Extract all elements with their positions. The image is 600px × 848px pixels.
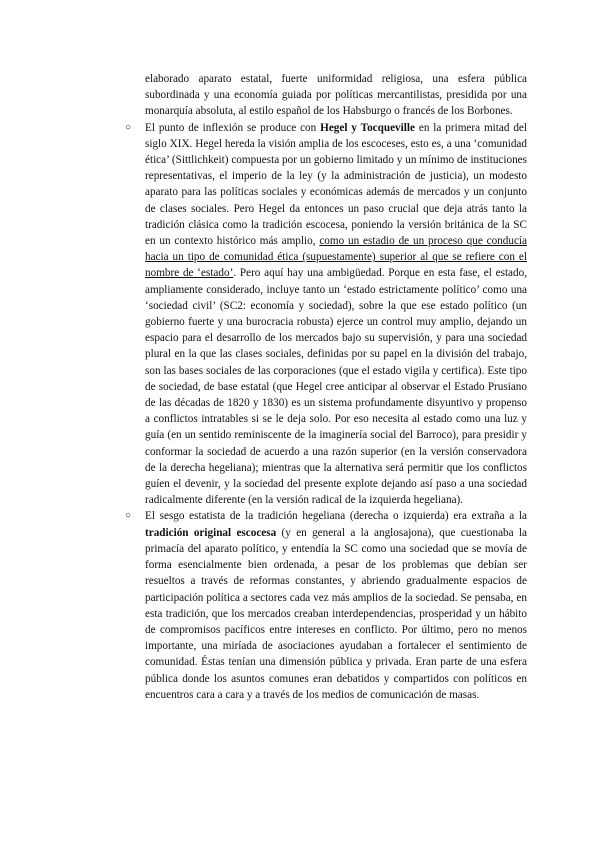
bullet-paragraph bbox=[145, 120, 527, 509]
underlined-phrase: como un estadio de un proceso que conducía hacia un tipo de comunidad ética (supuestamente) superior al que se refiere con el nombre de ‘estado’ bbox=[145, 235, 528, 280]
bold-term-tradicion-escocesa: tradición original escocesa bbox=[145, 526, 277, 539]
bold-term-hegel-tocqueville: Hegel y Tocqueville bbox=[320, 121, 415, 134]
bullet-paragraph bbox=[145, 508, 527, 702]
text-run: El punto de inflexión se produce con bbox=[145, 121, 321, 134]
bullet-item-escocesa bbox=[125, 508, 527, 702]
text-run: (y en general a la anglosajona), que cuestionaba la primacía del aparato político, y entendía la SC como una sociedad que se movía de forma esencialmente bien ordenada, a pesar de los problemas que debían ser resueltos a través de reformas constantes, y abriendo gradualmente espacios de participación política a sectores cada vez más amplios de la sociedad. Se pensaba, en esta tradición, que los mercados creaban interdependencias, prosperidad y un hábito de compromisos pacíficos entre intereses en conflicto. Por último, pero no menos importante, una miríada de asociaciones ayudaban a fortalecer el sentimiento de comunidad. Éstas tenían una dimensión pública y privada. Eran parte de una esfera pública donde los asuntos comunes eran debatidos y compartidos con políticos en encuentros cara a cara y a través de los medios de comunicación de masas. bbox=[145, 526, 527, 701]
hollow-circle-bullet-icon: ○ bbox=[125, 510, 132, 522]
continuation-paragraph: elaborado aparato estatal, fuerte uniformidad religiosa, una esfera pública subordinada y una economía guiada por políticas mercantilistas, presidida por una monarquía absoluta, al estilo español de los Habsburgo o francés de los Borbones. bbox=[145, 73, 527, 118]
bullet-item-hegel bbox=[125, 120, 528, 509]
text-run: en la primera mitad del siglo XIX. Hegel hereda la visión amplia de los escoceses, esto es, a una ‘comunidad ética’ (Sittlichkeit) compuesta por un gobierno limitado y un mínimo de instituciones representativas, el imperio de la ley (y la administración de justicia), un modesto aparato para las políticas sociales y económicas además de mercados y un conjunto de clases sociales. Pero Hegel da entonces un paso crucial que deja atrás tanto la tradición clásica como la tradición escocesa, poniendo la versión británica de la SC en un contexto histórico más amplio, bbox=[145, 121, 527, 248]
document-body bbox=[125, 71, 528, 703]
text-run: El sesgo estatista de la tradición hegeliana (derecha o izquierda) era extraña a la bbox=[145, 510, 527, 523]
hollow-circle-bullet-icon: ○ bbox=[125, 121, 132, 133]
text-run: . Pero aquí hay una ambigüedad. Porque en esta fase, el estado, ampliamente considerado, incluye tanto un ‘estado estrictamente político’ como una ‘sociedad civil’ (SC2: economía y sociedad), sobre la que ese estado político (un gobierno fuerte y una burocracia robusta) ejerce un control muy amplio, dejando un espacio para el desarrollo de los mercados bajo su supervisión, y para una sociedad plural en la que las clases sociales, definidas por su papel en la división del trabajo, son las bases sociales de las corporaciones (que el estado vigila y certifica). Este tipo de sociedad, de base estatal (que Hegel cree anticipar al observar el Estado Prusiano de las décadas de 1820 y 1830) es un sistema profundamente disyuntivo y propenso a conflictos intratables si se le deja solo. Por eso necesita al estado como una luz y guía (en un sentido reminiscente de la imaginería social del Barroco), para presidir y conformar la sociedad de acuerdo a una razón superior (en la versión conservadora de la derecha hegeliana); mientras que la alternativa será permitir que los conflictos guíen el devenir, y la sociedad del presente explote dejando así paso a una sociedad radicalmente diferente (en la versión radical de la izquierda hegeliana). bbox=[145, 267, 528, 507]
